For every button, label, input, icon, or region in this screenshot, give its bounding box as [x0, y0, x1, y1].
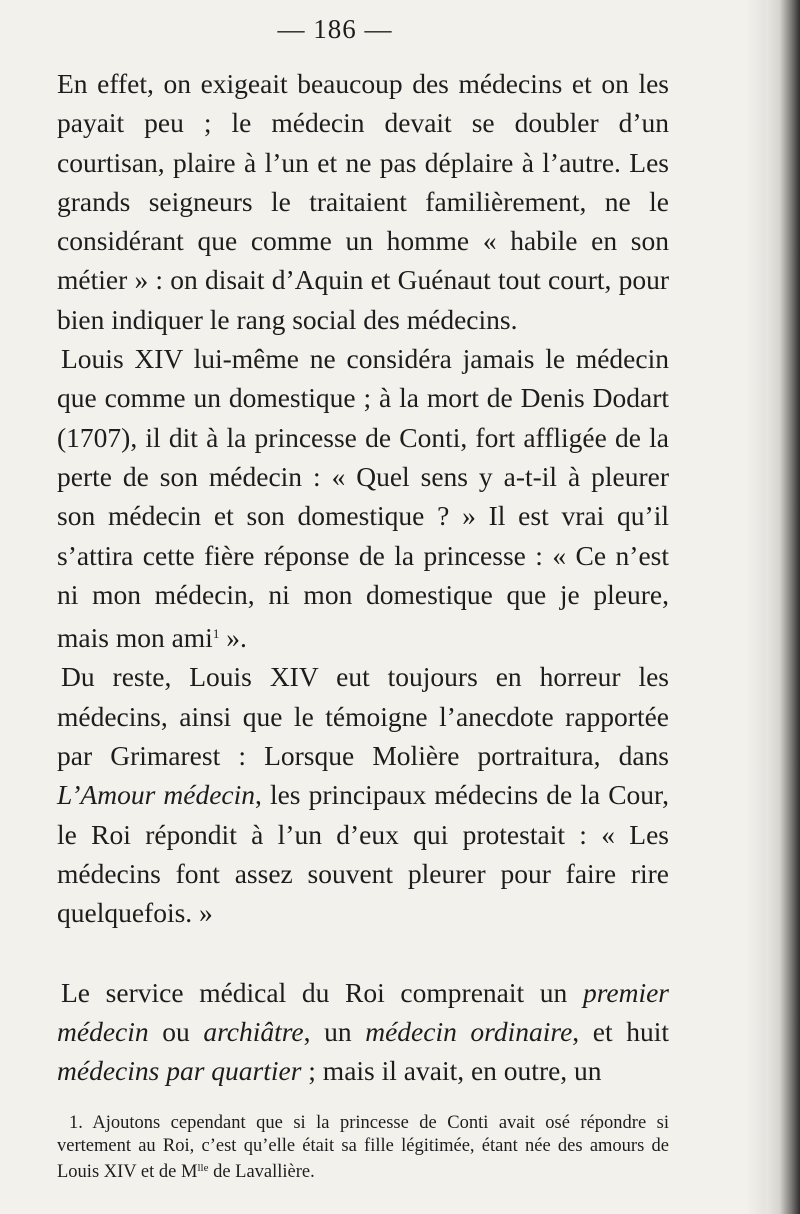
paragraph-4: Le service médical du Roi comprenait un premier médecin ou archiâtre, un médecin ordinaire, et huit médecins par quartier ; mais il avait, en outre, un: [57, 976, 669, 1087]
body-text: [57, 64, 669, 1090]
paragraph-3: Du reste, Louis XIV eut toujours en horreur les médecins, ainsi que le témoigne l’anecdote rapportée par Grimarest : Lorsque Molière portraitura, dans L’Amour médecin, les principaux médecins de la Cour, le Roi répondit à l’un d’eux qui protestait : « Les médecins font assez souvent pleurer pour faire rire quelquefois. »: [57, 661, 669, 929]
page-number: — 186 —: [277, 14, 393, 44]
footnote-number: 1.: [69, 1113, 83, 1133]
page-edge: [766, 0, 800, 1214]
work-title: L’Amour médecin: [57, 779, 255, 811]
footnote: 1. Ajoutons cependant que si la princesse de Conti avait osé répondre si vertement au Roi, c’est qu’elle était sa fille légitimée, étant née des amours de Louis XIV et de $M^{lle}$ de Lavallière.: [57, 1113, 669, 1183]
paragraph-2: Louis XIV lui-même ne considéra jamais le médecin que comme un domestique ; à la mort de Denis Dodart (1707), il dit à la princesse de Conti, fort affligée de la perte de son médecin : « Quel sens y a-t-il à pleurer son médecin et son domestique ? » Il est vrai qu’il s’attira cette fière réponse de la princesse : « Ce n’est ni mon médecin, ni mon domestique que je pleure, mais mon ami$^1$ ».: [57, 343, 669, 654]
footnote-text: Ajoutons cependant que si la princesse de Conti avait osé répondre si vertement au Roi, c’est qu’elle était sa fille légitimée, étant née des amours de Louis XIV et de M: [57, 1113, 669, 1183]
paragraph-1: En effet, on exigeait beaucoup des médecins et on les payait peu ; le médecin devait se doubler d’un courtisan, plaire à l’un et ne pas déplaire à l’autre. Les grands seigneurs le traitaient familièrement, ne le considérant que comme un homme « habile en son métier » : on disait d’Aquin et Guénaut tout court, pour bien indiquer le rang social des médecins.: [57, 68, 669, 335]
footnote-ref: 1: [212, 626, 220, 642]
page-shadow: [746, 0, 766, 1214]
